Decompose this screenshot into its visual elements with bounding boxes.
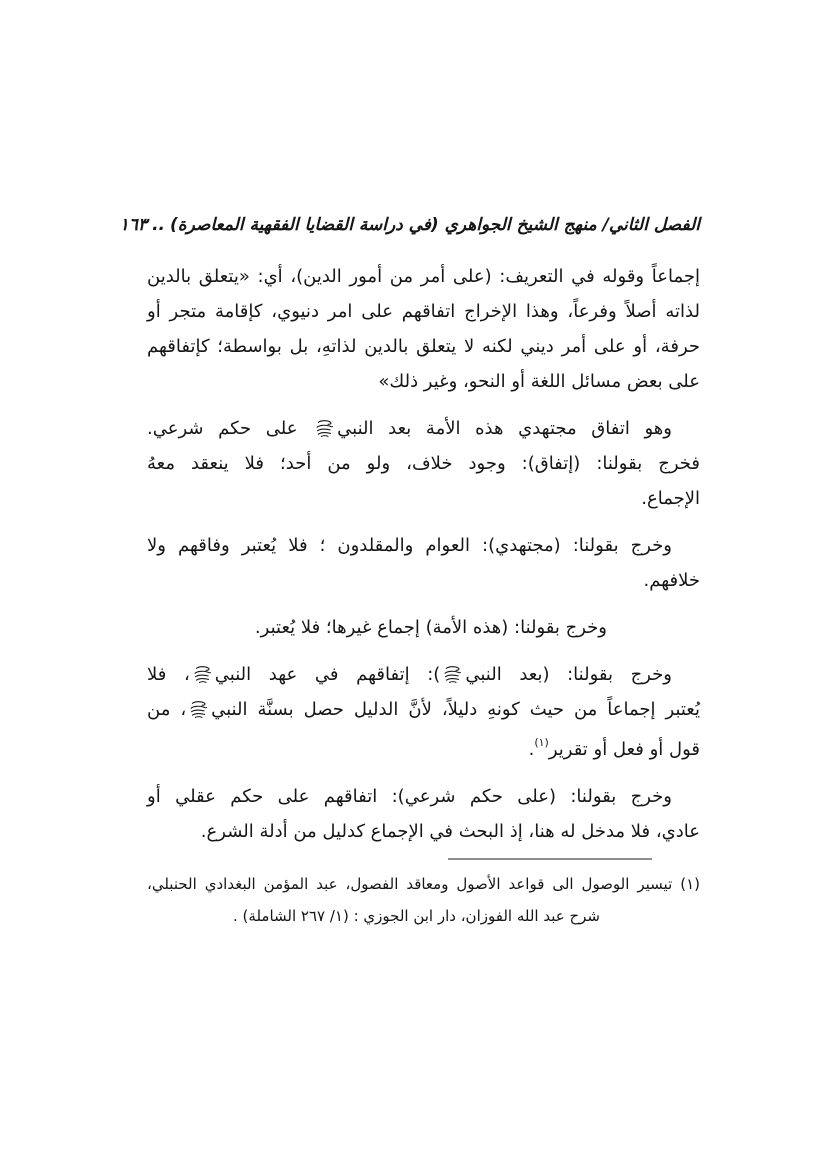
pbuh-icon [314, 418, 335, 439]
body-line: فخرج بقولنا: (إتفاق): وجود خلاف، ولو من أحد؛ فلا ينعقد معهُ [147, 453, 700, 474]
paragraph [147, 528, 700, 598]
body-line: على بعض مسائل اللغة أو النحو، وغير ذلك» [378, 371, 700, 392]
paragraph [147, 610, 700, 645]
body-line: إجماعاً وقوله في التعريف: (على أمر من أمور الدين)، أي: «يتعلق بالدين [147, 266, 700, 287]
pbuh-icon [442, 664, 463, 685]
body-line: الإجماع. [641, 488, 700, 509]
body-line: عادي، فلا مدخل له هنا، إذ البحث في الإجماع كدليل من أدلة الشرع. [200, 821, 700, 842]
footnote-line: شرح عبد الله الفوزان، دار ابن الجوزي : (١/ ٢٦٧ الشاملة) . [233, 907, 600, 925]
footnote-line: (١) تيسير الوصول الى قواعد الأصول ومعاقد الفصول، عبد المؤمن البغدادي الحنبلي، [147, 875, 700, 893]
paragraph [147, 411, 700, 516]
body-line: قول أو فعل أو تقرير$^{(١)}$. [528, 736, 700, 760]
body-line: وهو اتفاق مجتهدي هذه الأمة بعد النبي على حكم شرعي. [147, 418, 672, 439]
body-line: وخرج بقولنا: (مجتهدي): العوام والمقلدون ؛ فلا يُعتبر وفاقهم ولا [147, 535, 672, 556]
body-line: خلافهم. [643, 570, 700, 591]
running-header [119, 211, 700, 239]
chapter-title: الفصل الثاني/ منهج الشيخ الجواهري (في دراسة القضايا الفقهية المعاصرة) [169, 215, 700, 235]
body-line: حرفة، أو على أمر ديني لكنه لا يتعلق بالدين لذاتهِ، بل بواسطة؛ كإتفاقهم [147, 336, 700, 357]
page-number: ١٦٣ [119, 215, 148, 235]
body-text [147, 259, 700, 849]
body-line: وخرج بقولنا: (هذه الأمة) إجماع غيرها؛ فلا يُعتبر. [254, 617, 607, 638]
body-line: وخرج بقولنا: (على حكم شرعي): اتفاقهم على حكم عقلي أو [147, 786, 672, 807]
text-block [119, 0, 700, 932]
paragraph [147, 657, 700, 767]
footnote-separator [448, 858, 652, 860]
paragraph [147, 779, 700, 849]
body-line: يُعتبر إجماعاً من حيث كونهِ دليلاً، لأنَّ الدليل حصل بسنَّة النبي ، من [147, 699, 700, 720]
pbuh-icon [188, 699, 209, 720]
footnote [147, 868, 700, 932]
pbuh-icon [192, 664, 213, 685]
paragraph [147, 259, 700, 399]
body-line: وخرج بقولنا: (بعد النبي ): إتفاقهم في عهد النبي ، فلا [147, 664, 672, 685]
body-line: لذاته أصلاً وفرعاً، وهذا الإخراج اتفاقهم على امر دنيوي، كإقامة متجر أو [147, 301, 700, 322]
header-dots: .. [152, 215, 165, 235]
footnote-ref: (١) [534, 736, 549, 749]
